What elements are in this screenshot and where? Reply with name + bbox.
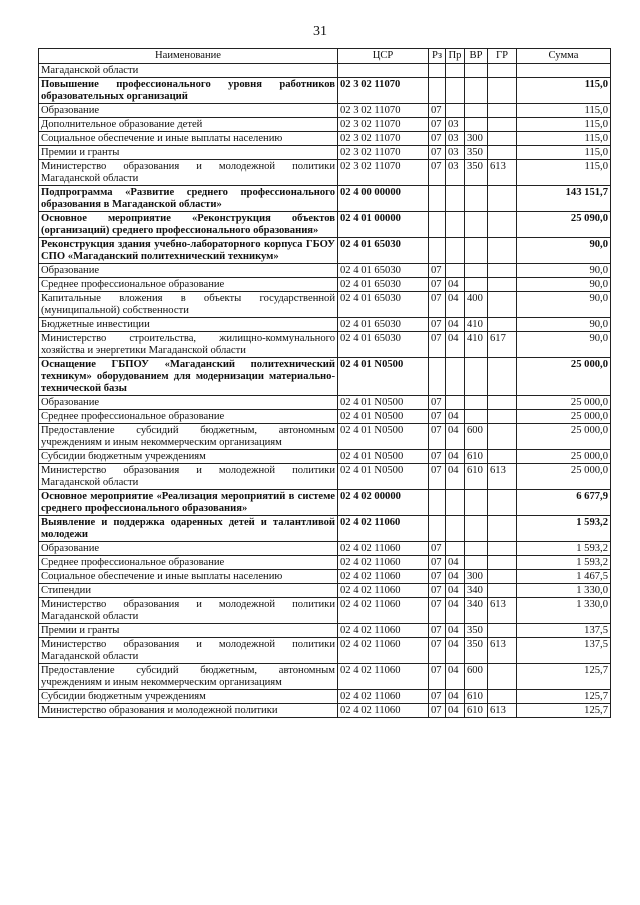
cell-rz: 07 [429, 424, 446, 450]
cell-name: Премии и гранты [39, 624, 338, 638]
cell-sum: 137,5 [517, 624, 611, 638]
table-row [39, 664, 611, 690]
cell-csr: 02 4 01 65030 [338, 292, 429, 318]
cell-csr: 02 4 01 N0500 [338, 424, 429, 450]
table-row [39, 584, 611, 598]
cell-rz: 07 [429, 410, 446, 424]
cell-gr [488, 450, 517, 464]
cell-name: Министерство строительства, жилищно-коммунального хозяйства и энергетики Магаданской области [39, 332, 338, 358]
cell-vr: 350 [465, 146, 488, 160]
cell-sum: 137,5 [517, 638, 611, 664]
cell-rz [429, 78, 446, 104]
cell-csr: 02 4 01 65030 [338, 238, 429, 264]
cell-name: Дополнительное образование детей [39, 118, 338, 132]
cell-sum: 115,0 [517, 104, 611, 118]
cell-name: Повышение профессионального уровня работников образовательных организаций [39, 78, 338, 104]
cell-pr: 04 [446, 332, 465, 358]
cell-sum: 90,0 [517, 278, 611, 292]
cell-name: Основное мероприятие «Реконструкция объектов (организаций) среднего профессионального образования» [39, 212, 338, 238]
cell-pr: 04 [446, 464, 465, 490]
cell-vr: 400 [465, 292, 488, 318]
cell-name: Министерство образования и молодежной политики Магаданской области [39, 638, 338, 664]
cell-name: Субсидии бюджетным учреждениям [39, 690, 338, 704]
cell-gr [488, 264, 517, 278]
cell-sum: 90,0 [517, 332, 611, 358]
cell-pr: 04 [446, 598, 465, 624]
cell-name: Среднее профессиональное образование [39, 410, 338, 424]
cell-rz: 07 [429, 664, 446, 690]
cell-pr [446, 396, 465, 410]
cell-pr [446, 238, 465, 264]
cell-pr [446, 104, 465, 118]
cell-sum: 25 000,0 [517, 410, 611, 424]
cell-csr: 02 4 01 N0500 [338, 358, 429, 396]
header-gr: ГР [488, 49, 517, 64]
cell-name: Среднее профессиональное образование [39, 278, 338, 292]
cell-gr: 613 [488, 598, 517, 624]
cell-vr: 350 [465, 160, 488, 186]
cell-gr [488, 396, 517, 410]
cell-csr: 02 4 02 11060 [338, 542, 429, 556]
header-sum: Сумма [517, 49, 611, 64]
cell-csr: 02 4 02 11060 [338, 516, 429, 542]
cell-pr: 04 [446, 624, 465, 638]
cell-gr [488, 64, 517, 78]
cell-sum: 25 000,0 [517, 424, 611, 450]
cell-pr: 04 [446, 664, 465, 690]
table-row [39, 464, 611, 490]
table-row [39, 424, 611, 450]
cell-gr [488, 570, 517, 584]
cell-rz: 07 [429, 450, 446, 464]
cell-name: Бюджетные инвестиции [39, 318, 338, 332]
cell-vr: 340 [465, 598, 488, 624]
cell-gr [488, 424, 517, 450]
table-row [39, 598, 611, 624]
cell-csr: 02 3 02 11070 [338, 146, 429, 160]
cell-csr: 02 4 01 N0500 [338, 396, 429, 410]
cell-vr [465, 490, 488, 516]
cell-gr: 613 [488, 638, 517, 664]
cell-gr [488, 186, 517, 212]
cell-sum: 115,0 [517, 132, 611, 146]
cell-vr [465, 64, 488, 78]
cell-vr: 300 [465, 132, 488, 146]
cell-gr: 613 [488, 704, 517, 718]
cell-gr: 613 [488, 464, 517, 490]
cell-sum: 115,0 [517, 146, 611, 160]
cell-gr [488, 132, 517, 146]
cell-name: Магаданской области [39, 64, 338, 78]
cell-pr [446, 64, 465, 78]
cell-pr: 03 [446, 118, 465, 132]
table-row [39, 490, 611, 516]
cell-gr [488, 516, 517, 542]
cell-pr [446, 542, 465, 556]
cell-name: Образование [39, 542, 338, 556]
cell-name: Подпрограмма «Развитие среднего профессионального образования в Магаданской области» [39, 186, 338, 212]
cell-name: Образование [39, 396, 338, 410]
cell-csr: 02 3 02 11070 [338, 118, 429, 132]
cell-gr [488, 318, 517, 332]
cell-rz: 07 [429, 264, 446, 278]
cell-vr [465, 516, 488, 542]
cell-vr [465, 396, 488, 410]
cell-pr [446, 212, 465, 238]
cell-csr: 02 4 01 N0500 [338, 410, 429, 424]
cell-csr: 02 3 02 11070 [338, 104, 429, 118]
cell-pr: 04 [446, 584, 465, 598]
cell-gr [488, 490, 517, 516]
cell-vr [465, 186, 488, 212]
cell-gr [488, 624, 517, 638]
cell-gr [488, 212, 517, 238]
cell-pr: 04 [446, 292, 465, 318]
table-row [39, 186, 611, 212]
cell-pr: 04 [446, 410, 465, 424]
cell-vr: 600 [465, 424, 488, 450]
header-csr: ЦСР [338, 49, 429, 64]
cell-sum: 25 090,0 [517, 212, 611, 238]
table-row [39, 104, 611, 118]
table-row [39, 132, 611, 146]
cell-csr: 02 4 02 11060 [338, 624, 429, 638]
table-row [39, 292, 611, 318]
table-row [39, 264, 611, 278]
cell-vr [465, 278, 488, 292]
table-row [39, 556, 611, 570]
cell-gr [488, 278, 517, 292]
cell-gr: 613 [488, 160, 517, 186]
cell-gr [488, 292, 517, 318]
cell-vr: 410 [465, 332, 488, 358]
cell-sum: 125,7 [517, 664, 611, 690]
header-rz: Рз [429, 49, 446, 64]
cell-vr [465, 264, 488, 278]
cell-rz: 07 [429, 292, 446, 318]
cell-name: Реконструкция здания учебно-лабораторного корпуса ГБОУ СПО «Магаданский политехнический техникум» [39, 238, 338, 264]
cell-rz [429, 238, 446, 264]
cell-csr: 02 4 01 65030 [338, 278, 429, 292]
cell-gr [488, 238, 517, 264]
cell-name: Министерство образования и молодежной политики Магаданской области [39, 598, 338, 624]
cell-csr: 02 4 02 11060 [338, 690, 429, 704]
cell-csr: 02 4 02 11060 [338, 664, 429, 690]
cell-gr [488, 118, 517, 132]
cell-sum: 125,7 [517, 690, 611, 704]
cell-sum: 125,7 [517, 704, 611, 718]
cell-pr: 03 [446, 146, 465, 160]
cell-name: Основное мероприятие «Реализация мероприятий в системе среднего профессионального образования» [39, 490, 338, 516]
cell-pr [446, 516, 465, 542]
cell-rz [429, 490, 446, 516]
cell-sum: 90,0 [517, 238, 611, 264]
cell-rz: 07 [429, 624, 446, 638]
cell-rz: 07 [429, 556, 446, 570]
cell-name: Образование [39, 264, 338, 278]
cell-rz: 07 [429, 638, 446, 664]
cell-name: Субсидии бюджетным учреждениям [39, 450, 338, 464]
cell-pr: 04 [446, 424, 465, 450]
cell-gr [488, 542, 517, 556]
cell-gr [488, 690, 517, 704]
cell-rz: 07 [429, 396, 446, 410]
cell-gr [488, 556, 517, 570]
cell-sum: 25 000,0 [517, 358, 611, 396]
table-row [39, 118, 611, 132]
cell-sum: 25 000,0 [517, 396, 611, 410]
cell-vr [465, 542, 488, 556]
cell-pr: 04 [446, 278, 465, 292]
table-row [39, 704, 611, 718]
cell-rz: 07 [429, 570, 446, 584]
cell-csr: 02 4 02 00000 [338, 490, 429, 516]
cell-sum: 25 000,0 [517, 464, 611, 490]
cell-csr: 02 3 02 11070 [338, 132, 429, 146]
cell-sum: 1 467,5 [517, 570, 611, 584]
cell-name: Министерство образования и молодежной политики Магаданской области [39, 160, 338, 186]
cell-csr: 02 4 01 00000 [338, 212, 429, 238]
cell-vr: 610 [465, 464, 488, 490]
cell-sum: 1 330,0 [517, 598, 611, 624]
cell-vr [465, 556, 488, 570]
cell-pr: 04 [446, 556, 465, 570]
table-row [39, 638, 611, 664]
table-row [39, 450, 611, 464]
cell-pr [446, 264, 465, 278]
table-row [39, 146, 611, 160]
cell-vr [465, 212, 488, 238]
cell-name: Стипендии [39, 584, 338, 598]
cell-pr: 03 [446, 160, 465, 186]
cell-rz [429, 186, 446, 212]
cell-gr [488, 584, 517, 598]
cell-csr: 02 3 02 11070 [338, 160, 429, 186]
cell-name: Министерство образования и молодежной политики [39, 704, 338, 718]
table-row [39, 318, 611, 332]
cell-rz [429, 358, 446, 396]
table-row [39, 358, 611, 396]
table-row [39, 212, 611, 238]
cell-vr [465, 410, 488, 424]
cell-name: Предоставление субсидий бюджетным, автономным учреждениям и иным некоммерческим организациям [39, 664, 338, 690]
cell-sum: 1 593,2 [517, 556, 611, 570]
table-header-row [39, 49, 611, 64]
cell-sum: 143 151,7 [517, 186, 611, 212]
cell-vr: 610 [465, 450, 488, 464]
cell-sum: 90,0 [517, 264, 611, 278]
cell-gr: 617 [488, 332, 517, 358]
cell-gr [488, 664, 517, 690]
table-row [39, 516, 611, 542]
header-pr: Пр [446, 49, 465, 64]
cell-rz: 07 [429, 332, 446, 358]
cell-vr [465, 358, 488, 396]
table-body [39, 64, 611, 718]
cell-name: Социальное обеспечение и иные выплаты населению [39, 570, 338, 584]
cell-pr [446, 490, 465, 516]
cell-rz: 07 [429, 278, 446, 292]
cell-vr [465, 238, 488, 264]
cell-gr [488, 104, 517, 118]
cell-pr [446, 78, 465, 104]
cell-rz: 07 [429, 132, 446, 146]
cell-name: Социальное обеспечение и иные выплаты населению [39, 132, 338, 146]
cell-name: Премии и гранты [39, 146, 338, 160]
cell-vr: 300 [465, 570, 488, 584]
cell-vr: 410 [465, 318, 488, 332]
cell-vr: 610 [465, 690, 488, 704]
cell-csr [338, 64, 429, 78]
cell-sum: 25 000,0 [517, 450, 611, 464]
cell-rz: 07 [429, 146, 446, 160]
cell-name: Среднее профессиональное образование [39, 556, 338, 570]
cell-sum: 115,0 [517, 78, 611, 104]
cell-sum: 1 593,2 [517, 516, 611, 542]
cell-rz: 07 [429, 690, 446, 704]
header-vr: ВР [465, 49, 488, 64]
header-name: Наименование [39, 49, 338, 64]
table-row [39, 396, 611, 410]
cell-sum: 1 593,2 [517, 542, 611, 556]
cell-pr: 04 [446, 690, 465, 704]
cell-rz [429, 516, 446, 542]
table-row [39, 542, 611, 556]
cell-vr: 340 [465, 584, 488, 598]
cell-rz: 07 [429, 542, 446, 556]
cell-sum: 1 330,0 [517, 584, 611, 598]
cell-pr: 04 [446, 704, 465, 718]
table-row [39, 332, 611, 358]
table-row [39, 690, 611, 704]
cell-gr [488, 358, 517, 396]
cell-pr: 04 [446, 570, 465, 584]
cell-rz: 07 [429, 704, 446, 718]
cell-rz: 07 [429, 584, 446, 598]
cell-vr: 350 [465, 624, 488, 638]
table-row [39, 624, 611, 638]
cell-sum: 90,0 [517, 318, 611, 332]
cell-gr [488, 410, 517, 424]
cell-csr: 02 4 01 N0500 [338, 464, 429, 490]
cell-pr [446, 186, 465, 212]
cell-vr [465, 104, 488, 118]
cell-csr: 02 4 01 65030 [338, 332, 429, 358]
cell-rz: 07 [429, 118, 446, 132]
budget-table [38, 48, 611, 718]
cell-name: Капитальные вложения в объекты государственной (муниципальной) собственности [39, 292, 338, 318]
table-row [39, 64, 611, 78]
cell-csr: 02 4 02 11060 [338, 570, 429, 584]
cell-pr: 04 [446, 450, 465, 464]
cell-name: Выявление и поддержка одаренных детей и талантливой молодежи [39, 516, 338, 542]
cell-rz: 07 [429, 464, 446, 490]
table-row [39, 570, 611, 584]
cell-csr: 02 4 01 65030 [338, 318, 429, 332]
cell-name: Оснащение ГБПОУ «Магаданский политехнический техникум» оборудованием для модернизации материально-технической базы [39, 358, 338, 396]
cell-csr: 02 4 02 11060 [338, 598, 429, 624]
cell-pr: 03 [446, 132, 465, 146]
cell-sum [517, 64, 611, 78]
table-row [39, 78, 611, 104]
cell-name: Образование [39, 104, 338, 118]
cell-vr: 350 [465, 638, 488, 664]
cell-csr: 02 4 02 11060 [338, 638, 429, 664]
cell-csr: 02 4 02 11060 [338, 556, 429, 570]
cell-pr: 04 [446, 638, 465, 664]
page-number: 31 [313, 24, 327, 39]
cell-rz: 07 [429, 104, 446, 118]
cell-sum: 115,0 [517, 160, 611, 186]
cell-rz: 07 [429, 160, 446, 186]
cell-pr: 04 [446, 318, 465, 332]
cell-csr: 02 3 02 11070 [338, 78, 429, 104]
table-row [39, 238, 611, 264]
cell-sum: 90,0 [517, 292, 611, 318]
cell-name: Предоставление субсидий бюджетным, автономным учреждениям и иным некоммерческим организациям [39, 424, 338, 450]
table-row [39, 160, 611, 186]
cell-gr [488, 146, 517, 160]
cell-vr: 600 [465, 664, 488, 690]
cell-csr: 02 4 02 11060 [338, 704, 429, 718]
cell-sum: 115,0 [517, 118, 611, 132]
cell-csr: 02 4 01 65030 [338, 264, 429, 278]
cell-csr: 02 4 02 11060 [338, 584, 429, 598]
cell-gr [488, 78, 517, 104]
cell-csr: 02 4 00 00000 [338, 186, 429, 212]
cell-rz [429, 212, 446, 238]
cell-csr: 02 4 01 N0500 [338, 450, 429, 464]
cell-pr [446, 358, 465, 396]
cell-vr [465, 118, 488, 132]
cell-vr [465, 78, 488, 104]
cell-sum: 6 677,9 [517, 490, 611, 516]
table-row [39, 410, 611, 424]
cell-name: Министерство образования и молодежной политики Магаданской области [39, 464, 338, 490]
cell-rz: 07 [429, 318, 446, 332]
cell-rz: 07 [429, 598, 446, 624]
table-row [39, 278, 611, 292]
cell-rz [429, 64, 446, 78]
cell-vr: 610 [465, 704, 488, 718]
